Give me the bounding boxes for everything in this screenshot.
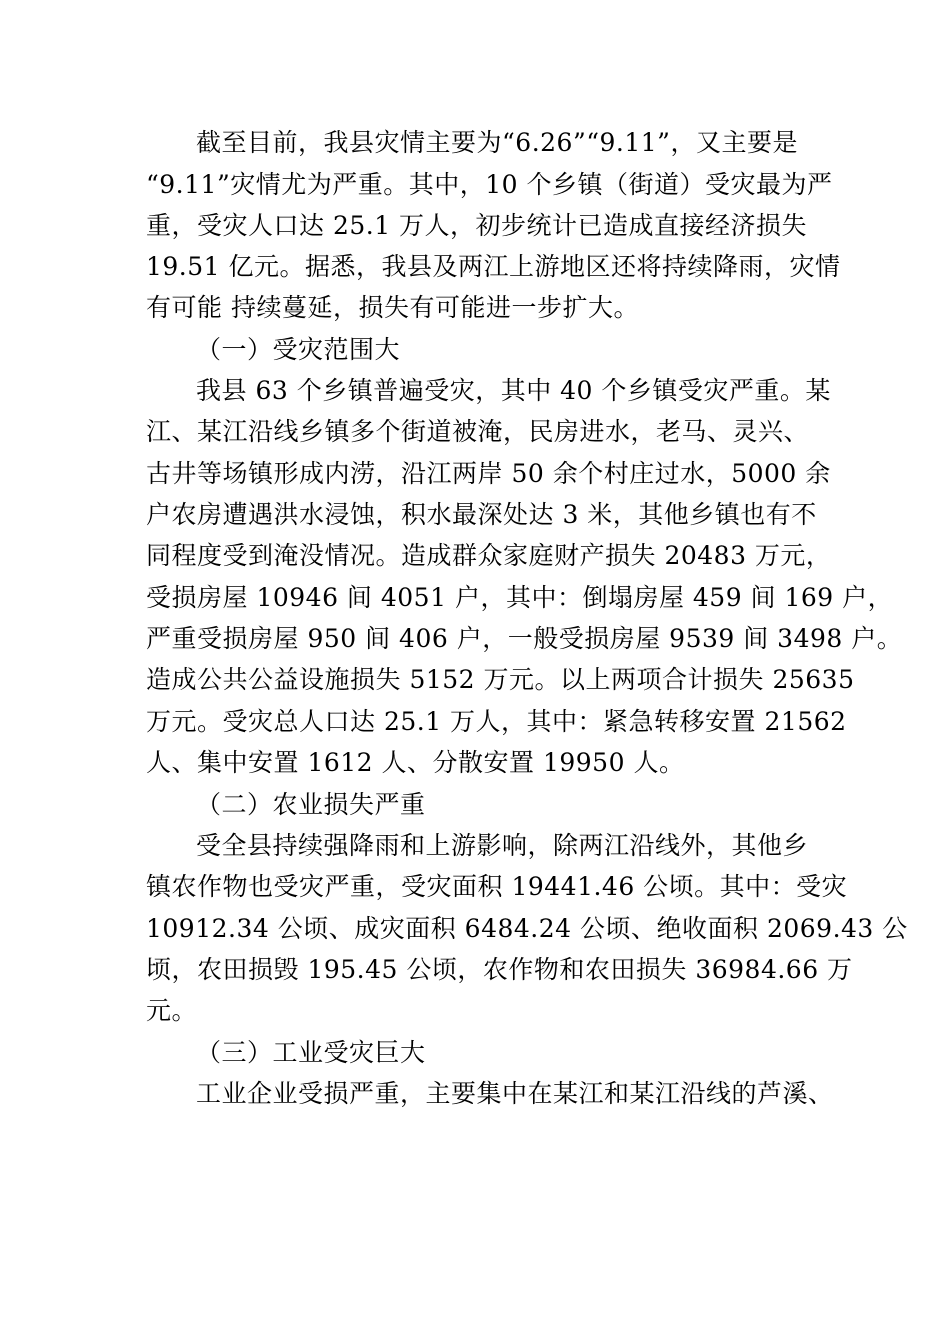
paragraph-2-line-4: 户农房遭遇洪水浸蚀，积水最深处达 3 米，其他乡镇也有不 — [146, 500, 817, 529]
paragraph-2-line-8: 造成公共公益设施损失 5152 万元。以上两项合计损失 25635 — [146, 665, 855, 694]
paragraph-2-line-7: 严重受损房屋 950 间 406 户，一般受损房屋 9539 间 3498 户。 — [146, 624, 903, 653]
section-heading-1: （一）受灾范围大 — [196, 335, 401, 364]
section-heading-3: （三）工业受灾巨大 — [196, 1038, 426, 1067]
paragraph-2-line-5: 同程度受到淹没情况。造成群众家庭财产损失 20483 万元， — [146, 541, 832, 570]
paragraph-2-line-1: 我县 63 个乡镇普遍受灾，其中 40 个乡镇受灾严重。某 — [196, 376, 831, 405]
paragraph-2-line-3: 古井等场镇形成内涝，沿江两岸 50 余个村庄过水，5000 余 — [146, 459, 831, 488]
paragraph-3-line-3: 10912.34 公顷、成灾面积 6484.24 公顷、绝收面积 2069.43 公 — [146, 914, 908, 943]
paragraph-1-line-2: “9.11”灾情尤为严重。其中，10 个乡镇（街道）受灾最为严 — [146, 170, 833, 199]
paragraph-2-line-9: 万元。受灾总人口达 25.1 万人，其中：紧急转移安置 21562 — [146, 707, 847, 736]
section-heading-2: （二）农业损失严重 — [196, 790, 426, 819]
paragraph-2-line-2: 江、某江沿线乡镇多个街道被淹，民房进水，老马、灵兴、 — [146, 417, 810, 446]
paragraph-4-line-1: 工业企业受损严重，主要集中在某江和某江沿线的芦溪、 — [196, 1079, 834, 1108]
paragraph-2-line-10: 人、集中安置 1612 人、分散安置 19950 人。 — [146, 748, 685, 777]
paragraph-1-line-3: 重，受灾人口达 25.1 万人，初步统计已造成直接经济损失 — [146, 211, 808, 240]
paragraph-3-line-2: 镇农作物也受灾严重，受灾面积 19441.46 公顷。其中：受灾 — [146, 872, 848, 901]
paragraph-2-line-6: 受损房屋 10946 间 4051 户，其中：倒塌房屋 459 间 169 户， — [146, 583, 894, 612]
paragraph-3-line-5: 元。 — [146, 996, 198, 1025]
paragraph-3-line-4: 顷，农田损毁 195.45 公顷，农作物和农田损失 36984.66 万 — [146, 955, 853, 984]
paragraph-1-line-1: 截至目前，我县灾情主要为“6.26”“9.11”，又主要是 — [196, 128, 798, 157]
paragraph-3-line-1: 受全县持续强降雨和上游影响，除两江沿线外，其他乡 — [196, 831, 809, 860]
paragraph-1-line-4: 19.51 亿元。据悉，我县及两江上游地区还将持续降雨，灾情 — [146, 252, 841, 281]
paragraph-1-line-5: 有可能 持续蔓延，损失有可能进一步扩大。 — [146, 293, 639, 322]
